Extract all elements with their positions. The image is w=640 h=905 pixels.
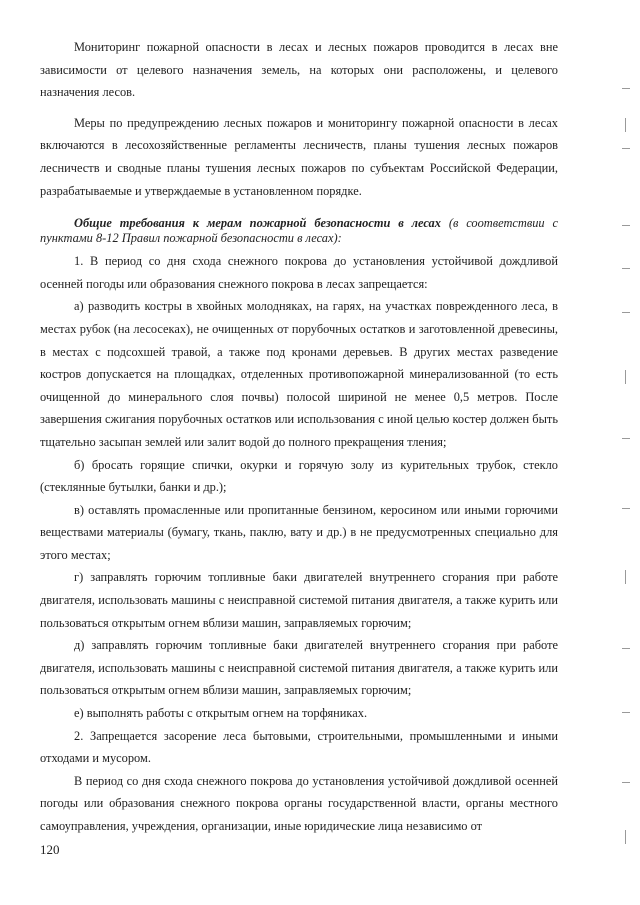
scan-mark — [625, 370, 626, 384]
paragraph-monitoring: Мониторинг пожарной опасности в лесах и лесных пожаров проводится в лесах вне зависимости от целевого назначения земель, на которых они расположены, и целевого назначения лесов. — [40, 40, 558, 100]
scan-mark — [625, 570, 626, 584]
scan-mark — [622, 782, 630, 783]
scan-mark — [622, 508, 630, 509]
paragraph-rule-2: 2. Запрещается засорение леса бытовыми, строительными, промышленными и иными отходами и мусором. — [40, 728, 558, 766]
paragraph-item-g: г) заправлять горючим топливные баки двигателей внутреннего сгорания при работе двигателя, использовать машины с неисправной системой питания двигателя, а также курить или пользоваться открытым огнем вблизи машин, заправляемых горючим; — [40, 570, 558, 630]
section-heading-bold: Общие требования к мерам пожарной безопасности в лесах — [74, 216, 441, 231]
scan-mark — [622, 268, 630, 269]
paragraph-item-d: д) заправлять горючим топливные баки двигателей внутреннего сгорания при работе двигателя, использовать машины с неисправной системой питания двигателя, а также курить или пользоваться открытым огнем вблизи машин, заправляемых горючим; — [40, 638, 558, 698]
paragraph-prevention-measures: Меры по предупреждению лесных пожаров и мониторингу пожарной опасности в лесах включаются в лесохозяйственные регламенты лесничеств, планы тушения лесных пожаров лесничеств и сводные планы тушения лесных пожаров по субъектам Российской Федерации, разрабатываемые и утверждаемые в установленном порядке. — [40, 115, 558, 198]
scan-mark — [622, 648, 630, 649]
section-heading-reference: (в соответствии с пунктами 8-12 Правил пожарной безопасности в лесах): — [40, 216, 558, 246]
scan-mark — [625, 830, 626, 844]
scan-margin-marks — [610, 0, 630, 905]
section-heading — [40, 216, 558, 246]
scan-mark — [622, 148, 630, 149]
paragraph-item-b: б) бросать горящие спички, окурки и горячую золу из курительных трубок, стекло (стеклянные бутылки, банки и др.); — [40, 457, 558, 495]
scan-mark — [622, 438, 630, 439]
scan-mark — [625, 118, 626, 132]
paragraph-item-v: в) оставлять промасленные или пропитанные бензином, керосином или иными горючими веществами материалы (бумагу, ткань, паклю, вату и др.) в не предусмотренных специально для этого местах; — [40, 502, 558, 562]
paragraph-period-authorities: В период со дня схода снежного покрова до установления устойчивой дождливой осенней погоды или образования снежного покрова органы государственной власти, органы местного самоуправления, учреждения, организации, иные юридические лица независимо от — [40, 773, 558, 833]
paragraph-item-e: е) выполнять работы с открытым огнем на торфяниках. — [74, 706, 368, 721]
document-page — [40, 36, 558, 838]
page-number: 120 — [40, 842, 60, 857]
scan-mark — [622, 312, 630, 313]
paragraph-item-a: а) разводить костры в хвойных молодняках, на гарях, на участках поврежденного леса, в местах рубок (на лесосеках), не очищенных от порубочных остатков и заготовленной древесины, в местах с подсохшей травой, а также под кронами деревьев. В других местах разведение костров допускается на площадках, отделенных противопожарной минерализованной (то есть очищенной до минерального слоя почвы) полосой шириной не менее 0,5 метров. После завершения сжигания порубочных остатков или использования с иной целью костер должен быть тщательно засыпан землей или залит водой до полного прекращения тления; — [40, 299, 558, 449]
scan-mark — [622, 225, 630, 226]
paragraph-rule-1: 1. В период со дня схода снежного покрова до установления устойчивой дождливой осенней погоды или образования снежного покрова в лесах запрещается: — [40, 254, 558, 291]
scan-mark — [622, 712, 630, 713]
scan-mark — [622, 88, 630, 89]
